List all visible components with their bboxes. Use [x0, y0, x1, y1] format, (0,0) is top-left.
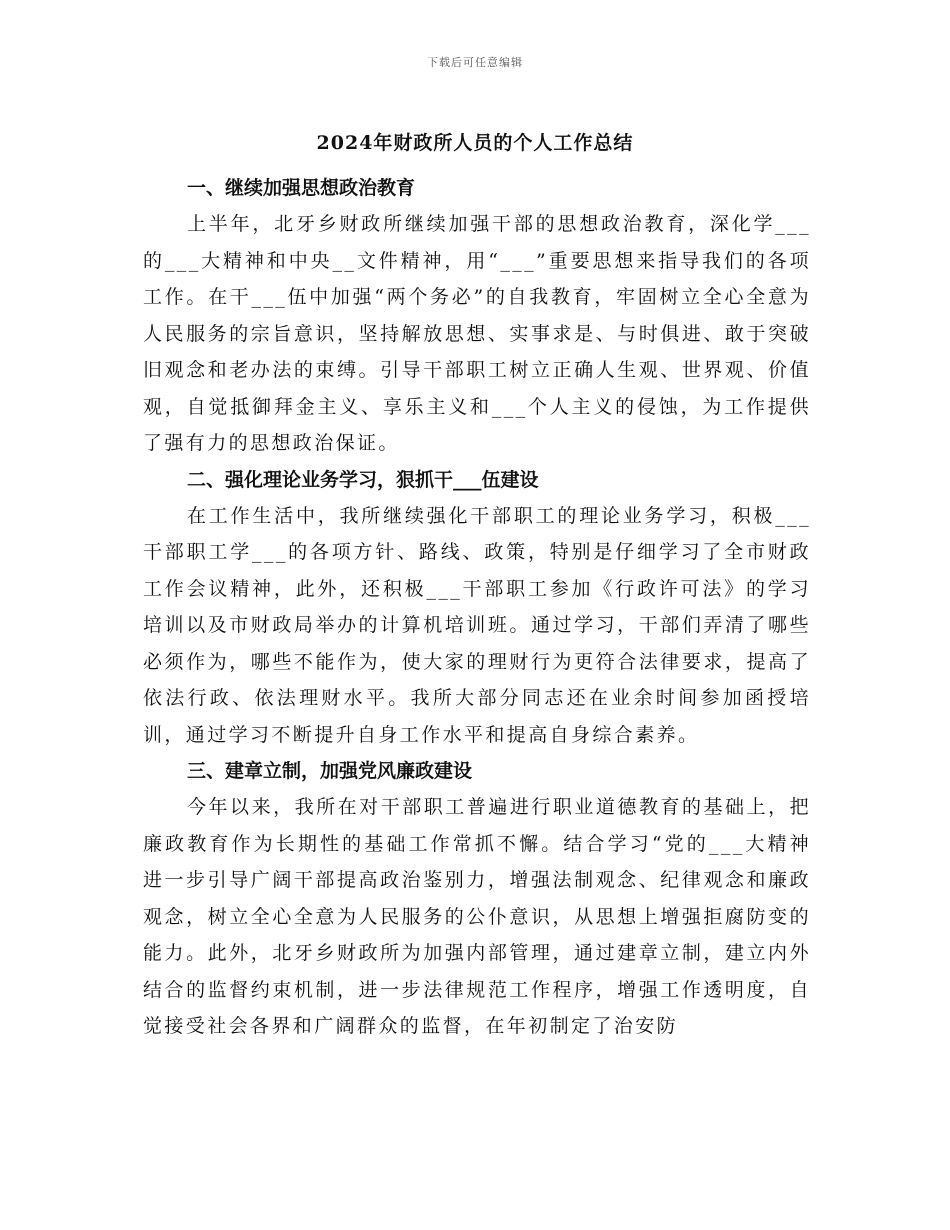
section-heading-1: 一、继续加强思想政治教育 [187, 177, 416, 199]
document-body [143, 170, 811, 1045]
header-note: 下载后可任意编辑 [427, 56, 523, 69]
document-title: 2024年财政所人员的个人工作总结 [316, 132, 634, 154]
section-heading-3: 三、建章立制，加强党风廉政建设 [187, 760, 473, 782]
section-heading-2: 二、强化理论业务学习，狠抓干___伍建设 [187, 468, 539, 491]
section-paragraph-1: 上半年，北牙乡财政所继续加强干部的思想政治教育，深化学___的___大精神和中央__文件精神，用“___”重要思想来指导我们的各项工作。在干___伍中加强“两个务必”的自我教育，牢固树立全心全意为人民服务的宗旨意识，坚持解放思想、实事求是、与时俱进、敢于突破旧观念和老办法的束缚。引导干部职工树立正确人生观、世界观、价值观，自觉抵御拜金主义、享乐主义和___个人主义的侵蚀，为工作提供了强有力的思想政治保证。 [143, 213, 811, 454]
section-paragraph-3: 今年以来，我所在对干部职工普遍进行职业道德教育的基础上，把廉政教育作为长期性的基础工作常抓不懈。结合学习“党的___大精神进一步引导广阔干部提高政治鉴别力，增强法制观念、纪律观念和廉政观念，树立全心全意为人民服务的公仆意识，从思想上增强拒腐防变的能力。此外，北牙乡财政所为加强内部管理，通过建章立制，建立内外结合的监督约束机制，进一步法律规范工作程序，增强工作透明度，自觉接受社会各界和广阔群众的监督，在年初制定了治安防 [143, 796, 811, 1037]
section-paragraph-2: 在工作生活中，我所继续强化干部职工的理论业务学习，积极___干部职工学___的各项方针、路线、政策，特别是仔细学习了全市财政工作会议精神，此外，还积极___干部职工参加《行政许可法》的学习培训以及市财政局举办的计算机培训班。通过学习，干部们弄清了哪些必须作为，哪些不能作为，使大家的理财行为更符合法律要求，提高了依法行政、依法理财水平。我所大部分同志还在业余时间参加函授培训，通过学习不断提升自身工作水平和提高自身综合素养。 [143, 504, 811, 746]
